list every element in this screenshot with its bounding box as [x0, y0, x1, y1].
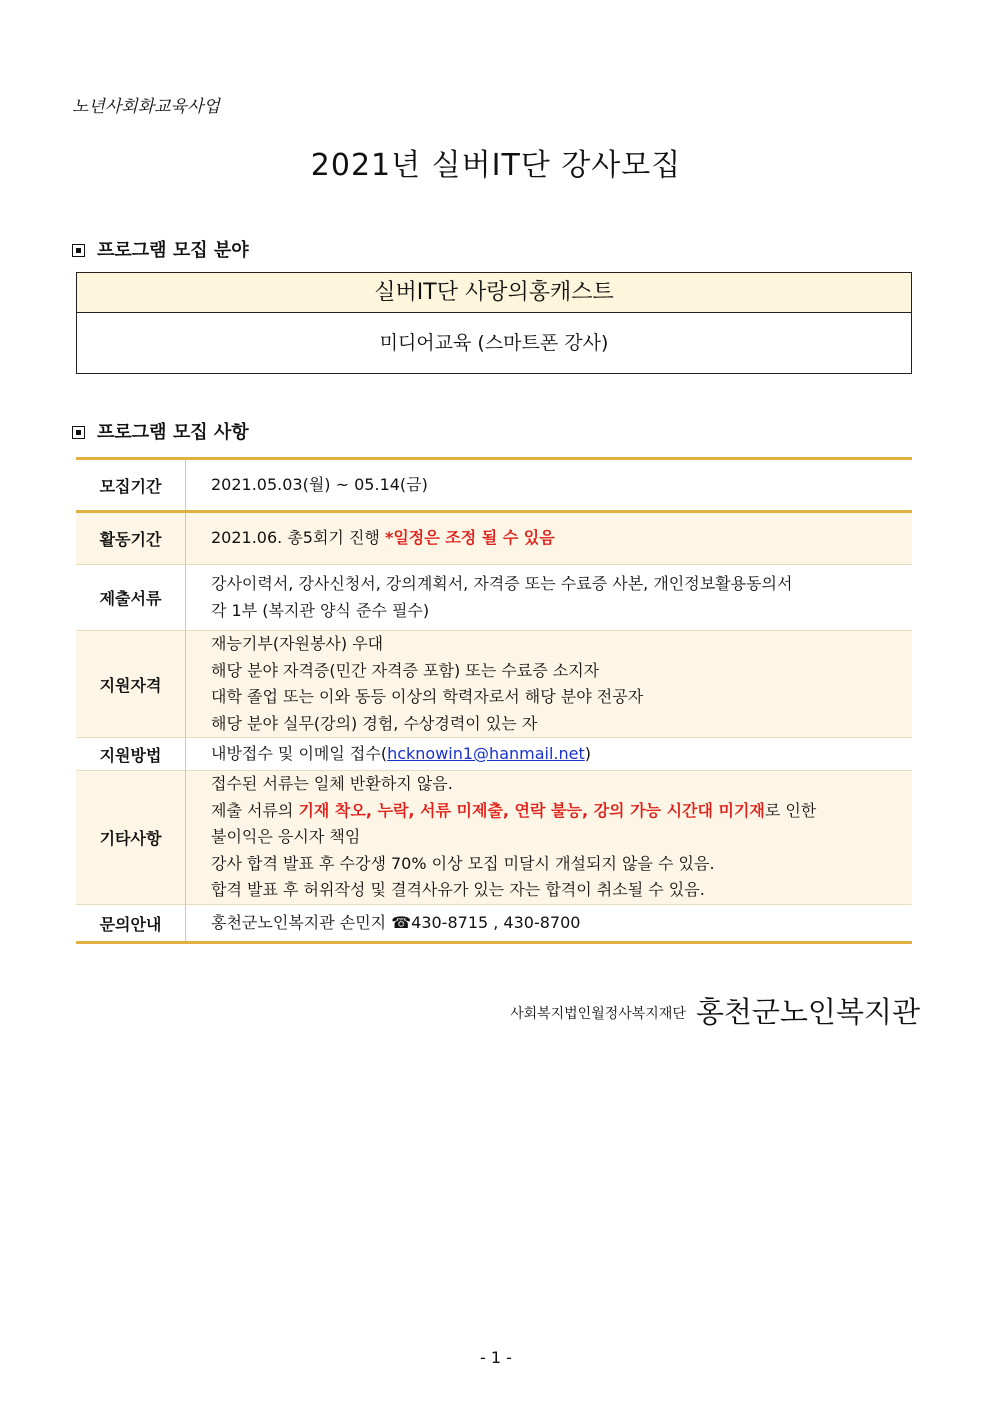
field-box-body: 미디어교육 (스마트폰 강사) [379, 332, 609, 354]
table-row [76, 631, 912, 738]
value-line: 해당 분야 자격증(민간 자격증 포함) 또는 수료증 소지자 [211, 660, 600, 680]
section-heading-text: 프로그램 모집 분야 [97, 240, 249, 261]
value-line: 재능기부(자원봉사) 우대 [211, 634, 384, 653]
row-label: 지원방법 [76, 738, 186, 771]
table-row [76, 459, 912, 512]
page-title: 2021년 실버IT단 강사모집 [310, 148, 682, 183]
row-label: 활동기간 [76, 512, 186, 565]
schedule-note: *일정은 조정 될 수 있음 [384, 528, 555, 548]
section-heading-text: 프로그램 모집 사항 [97, 422, 249, 443]
recruit-details-table [76, 457, 912, 944]
section-heading-details [72, 418, 249, 444]
row-value: 2021.06. 총5회기 진행 *일정은 조정 될 수 있음 [186, 512, 913, 565]
value-line: 접수된 서류는 일체 반환하지 않음. [211, 774, 453, 794]
row-label: 문의안내 [76, 905, 186, 943]
value-line: 해당 분야 실무(강의) 경험, 수상경력이 있는 자 [211, 713, 538, 733]
row-value: 홍천군노인복지관 손민지 ☎430-8715 , 430-8700 [211, 912, 581, 932]
program-category: 노년사회화교육사업 [72, 97, 220, 117]
row-label: 제출서류 [76, 565, 186, 631]
row-label: 지원자격 [76, 631, 186, 738]
row-value: 내방접수 및 이메일 접수(hcknowin1@hanmail.net) [211, 743, 592, 763]
value-line: 제출 서류의 기재 착오, 누락, 서류 미제출, 연락 불능, 강의 가능 시간대 미기재로 인한 [211, 800, 817, 820]
value-line: 강사이력서, 강사신청서, 강의계획서, 자격증 또는 수료증 사본, 개인정보활용동의서 [211, 574, 793, 593]
row-value [186, 771, 913, 905]
value-line: 불이익은 응시자 책임 [211, 827, 361, 847]
value-line: 강사 합격 발표 후 수강생 70% 이상 모집 미달시 개설되지 않을 수 있음. [211, 853, 715, 873]
row-label: 기타사항 [76, 771, 186, 905]
table-row [76, 905, 912, 943]
table-row [76, 565, 912, 631]
email-link[interactable]: hcknowin1@hanmail.net [387, 743, 585, 763]
square-bullet-icon [72, 426, 85, 439]
recruit-field-box [76, 272, 912, 374]
section-heading-field [72, 236, 249, 262]
value-line: 대학 졸업 또는 이와 동등 이상의 학력자로서 해당 분야 전공자 [211, 687, 644, 706]
value-line: 각 1부 (복지관 양식 준수 필수) [211, 600, 430, 620]
page-number: - 1 - [480, 1348, 512, 1367]
foundation-name: 사회복지법인월정사복지재단 [510, 1006, 686, 1022]
row-value: 2021.05.03(월) ~ 05.14(금) [186, 459, 913, 512]
square-bullet-icon [72, 244, 85, 257]
table-row [76, 738, 912, 771]
table-row [76, 771, 912, 905]
organization-signature [510, 990, 920, 1031]
value-line: 합격 발표 후 허위작성 및 결격사유가 있는 자는 합격이 취소될 수 있음. [211, 880, 705, 900]
row-label: 모집기간 [76, 459, 186, 512]
row-value [186, 565, 913, 631]
phone-icon: ☎ [391, 912, 412, 932]
welfare-center-name: 홍천군노인복지관 [695, 995, 920, 1029]
field-box-title: 실버IT단 사랑의홍캐스트 [77, 273, 911, 313]
row-value [186, 631, 913, 738]
table-row [76, 512, 912, 565]
